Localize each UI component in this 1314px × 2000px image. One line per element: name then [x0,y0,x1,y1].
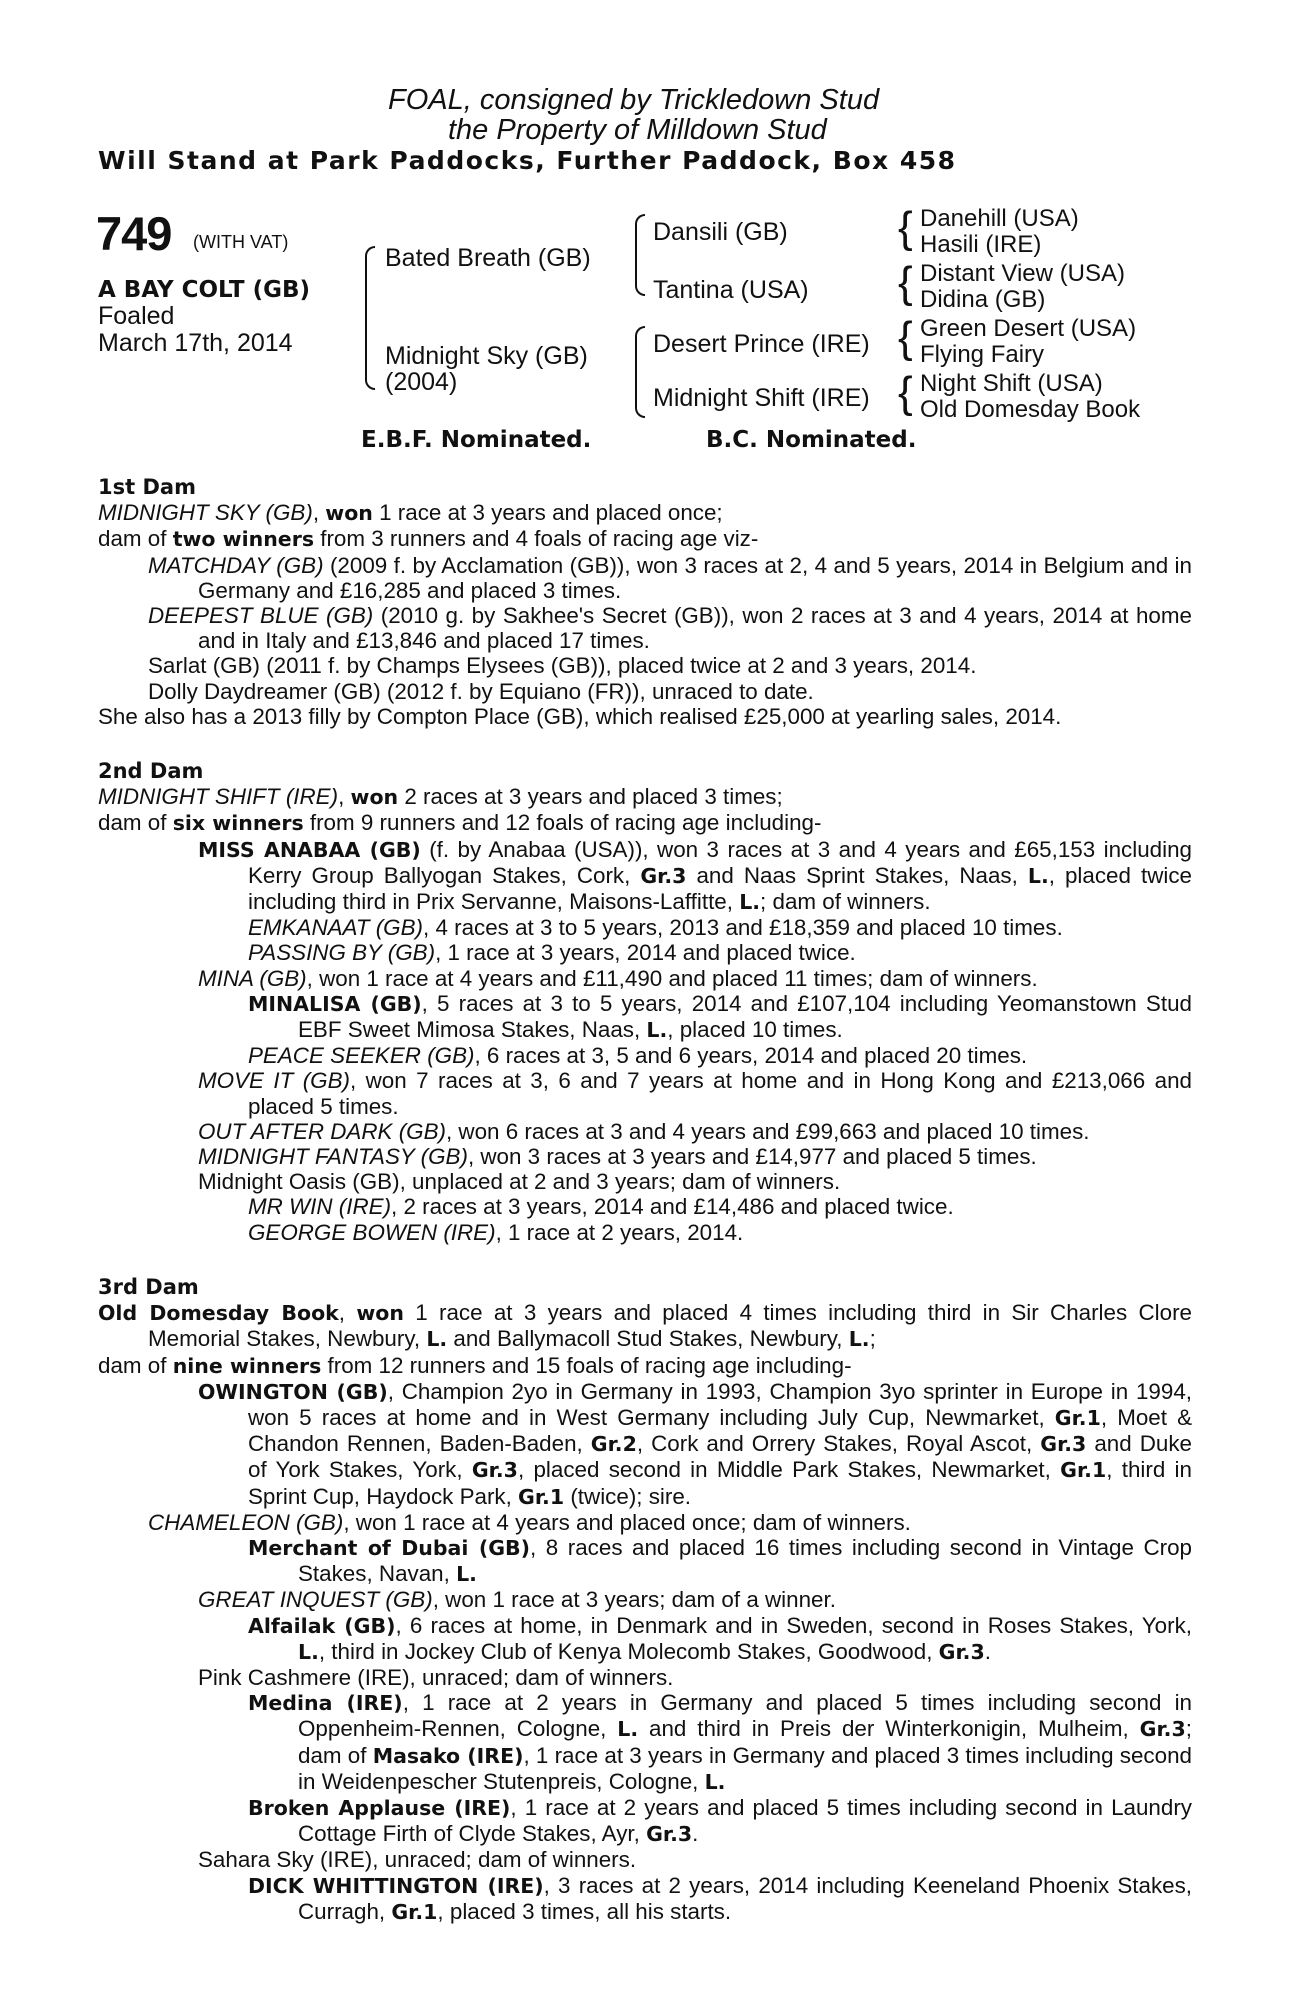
grade-label: Gr.1 [391,1899,438,1924]
property-line: the Property of Milldown Stud [448,114,827,146]
stand-location: Will Stand at Park Paddocks, Further Paddock, Box 458 [98,146,957,175]
listed-label: L. [646,1018,668,1043]
catalogue-body [98,475,1192,1925]
pedigree-g2: Hasili (IRE) [920,231,1042,258]
dam-line-brace [635,326,645,376]
text: , Cork and Orrery Stakes, Royal Ascot, [636,1431,1041,1457]
text: dam of [98,810,173,836]
produce-entry [98,1690,1192,1795]
second-dam-heading: 2nd Dam [98,759,204,784]
listed-label: L. [617,1717,639,1742]
pedigree-g4: Didina (GB) [920,286,1046,313]
produce-entry [98,1510,1192,1535]
lot-description: A BAY COLT (GB) [98,277,311,303]
horse-name: PEACE SEEKER (GB) [248,1043,475,1069]
horse-record: , won 3 races at 3 years and £14,977 and placed 5 times. [467,1144,1037,1170]
text: , 5 races at 3 to 5 years, 2014 and £107,104 including Yeomanstown Stud EBF Sweet Mimosa Stakes, Naas, [298,990,1192,1043]
text: from 12 runners and 15 foals of racing age including- [321,1352,852,1378]
produce-entry [98,1379,1192,1510]
listed-label: L. [1027,863,1049,888]
text: 1 race at 3 years and placed 4 times including third in Sir Charles Clore Memorial Stakes, Newbury, [148,1300,1192,1352]
pedigree-g6: Flying Fairy [920,341,1045,368]
listed-label: L. [704,1769,726,1794]
winners-count: six winners [172,811,304,836]
grade-label: Gr.2 [590,1432,637,1457]
pedigree-g1: Danehill (USA) [920,205,1079,232]
produce-entry [98,1119,1192,1144]
horse-name: Merchant of Dubai (GB) [248,1535,531,1560]
text: , 1 race at 2 years and placed 5 times including second in Laundry Cottage Firth of Clyde Stakes, Ayr, [298,1794,1192,1847]
text: , Champion 2yo in Germany in 1993, Champion 3yo sprinter in Europe in 1994, won 5 races at home and in West Germany including July Cup, Newmarket, [248,1378,1192,1430]
won-label: won [356,1301,404,1326]
pedigree-g7: Night Shift (USA) [920,370,1103,397]
text: , placed 3 times, all his starts. [437,1898,732,1924]
pedigree-sire-dam: Tantina (USA) [653,276,809,304]
grade-label: Gr.3 [938,1639,985,1664]
horse-record: , won 1 race at 4 years and placed once; dam of winners. [343,1509,911,1535]
pedigree-g5: Green Desert (USA) [920,315,1137,342]
produce-entry [98,1873,1192,1925]
produce-entry [98,991,1192,1043]
produce-entry [98,1535,1192,1587]
produce-entry: Midnight Oasis (GB), unplaced at 2 and 3 years; dam of winners. [198,1169,841,1195]
dam-record: 1 race at 3 years and placed once; [372,500,723,526]
horse-name: DICK WHITTINGTON (IRE) [248,1873,544,1898]
dam-record: 2 races at 3 years and placed 3 times; [398,784,783,810]
dam-line-brace-lower [635,374,645,418]
pedigree-sire: Bated Breath (GB) [385,244,591,272]
brace-g4: { [898,368,913,417]
lot-number: 749 [96,207,172,260]
text: and Naas Sprint Stakes, Naas, [686,862,1028,888]
horse-name: Alfailak (GB) [248,1613,396,1638]
produce-entry [98,553,1192,603]
consignor-line: FOAL, consigned by Trickledown Stud [388,84,880,116]
dam-name: MIDNIGHT SKY (GB) [98,500,313,526]
produce-entry: Sarlat (GB) (2011 f. by Champs Elysees (GB)), placed twice at 2 and 3 years, 2014. [148,653,977,679]
brace-g2: { [898,258,913,307]
third-dam-heading: 3rd Dam [98,1274,199,1299]
first-dam-heading: 1st Dam [98,475,196,499]
horse-record: , won 6 races at 3 and 4 years and £99,663 and placed 10 times. [445,1118,1090,1144]
horse-name: Masako (IRE) [372,1743,524,1768]
horse-record: , won 1 race at 4 years and £11,490 and placed 11 times; dam of winners. [306,965,1038,991]
text: dam of [98,1352,173,1378]
horse-name: OUT AFTER DARK (GB) [198,1118,446,1144]
produce-entry [98,1613,1192,1665]
horse-record: , 1 race at 3 years, 2014 and placed twice. [435,940,856,966]
text: , placed 10 times. [667,1017,843,1043]
brace-g3: { [898,313,913,362]
text: and Duke of York Stakes, York, [248,1431,1193,1483]
produce-note: She also has a 2013 filly by Compton Place (GB), which realised £25,000 at yearling sales, 2014. [98,703,1062,729]
first-dam-line: MIDNIGHT SKY (GB), won 1 race at 3 years and placed once; [98,500,723,526]
produce-entry [98,940,1192,965]
grade-label: Gr.3 [646,1822,693,1847]
text: and Ballymacoll Stud Stakes, Newbury, [447,1326,849,1352]
text: , placed twice including third in Prix Servanne, Maisons-Laffitte, [248,862,1192,915]
second-dam-produce-summary [98,810,1192,836]
foaled-date: March 17th, 2014 [98,329,293,357]
pedigree-sire-sire: Dansili (GB) [653,218,788,246]
horse-name: MR WIN (IRE) [248,1194,392,1220]
text: , 3 races at 2 years, 2014 including Keeneland Phoenix Stakes, Curragh, [298,1872,1193,1924]
horse-record: , won 7 races at 3, 6 and 7 years at home and in Hong Kong and £213,066 and placed 5 times. [248,1068,1192,1119]
text: . [984,1638,991,1664]
produce-entry: Pink Cashmere (IRE), unraced; dam of winners. [198,1664,674,1690]
horse-record: , 6 races at 3, 5 and 6 years, 2014 and placed 20 times. [474,1043,1028,1069]
won-label: won [350,785,399,810]
grade-label: Gr.3 [471,1458,518,1483]
produce-entry [98,1043,1192,1068]
text: ; [869,1326,876,1352]
produce-entry [98,837,1192,916]
dam-name: MIDNIGHT SHIFT (IRE) [98,784,339,810]
dam-name: Old Domesday Book [98,1301,339,1326]
horse-record: , 2 races at 3 years, 2014 and £14,486 and placed twice. [391,1194,954,1220]
grade-label: Gr.1 [1054,1405,1101,1430]
pedigree-dam-sire: Desert Prince (IRE) [653,330,870,358]
brace-g1: { [898,203,913,252]
text: , Moet & Chandon Rennen, Baden-Baden, [248,1404,1193,1457]
grade-label: Gr.3 [1040,1432,1087,1457]
text: (f. by Anabaa (USA)), won 3 races at 3 and 4 years and £65,153 including Kerry Group Ballyogan Stakes, Cork, [248,836,1193,888]
text: dam of [98,526,173,552]
text: , 1 race at 2 years in Germany and placed 5 times including second in Oppenheim-Rennen, Cologne, [298,1690,1193,1742]
produce-entry [98,1144,1192,1169]
winners-count: two winners [172,527,315,552]
text: , 6 races at home, in Denmark and in Sweden, second in Roses Stakes, York, [395,1612,1192,1638]
horse-name: GEORGE BOWEN (IRE) [248,1219,496,1245]
horse-record: (2010 g. by Sakhee's Secret (GB)), won 2 races at 3 and 4 years, 2014 at home and in Italy and £13,846 and placed 17 times. [198,603,1192,654]
horse-name: GREAT INQUEST (GB) [198,1587,433,1613]
pedigree-dam: Midnight Sky (GB) [385,342,588,370]
horse-name: MOVE IT (GB) [198,1068,350,1094]
pedigree-dam-dam: Midnight Shift (IRE) [653,384,870,412]
third-dam-produce-summary [98,1353,1192,1379]
produce-entry [98,966,1192,991]
ebf-nominated: E.B.F. Nominated. [361,427,592,453]
text: and third in Preis der Winterkonigin, Mulheim, [638,1716,1140,1742]
horse-name: CHAMELEON (GB) [148,1509,344,1535]
produce-entry [98,1795,1192,1847]
pedigree-g8: Old Domesday Book [920,396,1141,423]
listed-label: L. [426,1327,448,1352]
pedigree-dam-year: (2004) [385,368,458,396]
text: . [692,1821,699,1847]
foaled-label: Foaled [98,302,175,330]
winners-count: nine winners [172,1353,322,1378]
produce-entry [98,915,1192,940]
horse-name: OWINGTON (GB) [198,1379,388,1404]
listed-label: L. [298,1639,319,1664]
text: , placed second in Middle Park Stakes, Newmarket, [517,1457,1061,1483]
listed-label: L. [456,1562,477,1587]
horse-record: (2009 f. by Acclamation (GB)), won 3 races at 2, 4 and 5 years, 2014 in Belgium and in Germany and £16,285 and placed 3 times. [198,552,1192,603]
grade-label: Gr.1 [1060,1458,1107,1483]
listed-label: L. [848,1327,870,1352]
text: , third in Sprint Cup, Haydock Park, [248,1457,1192,1509]
text: , 1 race at 3 years in Germany and placed 3 times including second in Weidenpescher Stutenpreis, Cologne, [298,1742,1192,1794]
grade-label: Gr.3 [1139,1717,1186,1742]
horse-name: Medina (IRE) [248,1691,403,1716]
horse-name: MIDNIGHT FANTASY (GB) [198,1144,468,1170]
horse-record: , 4 races at 3 to 5 years, 2013 and £18,359 and placed 10 times. [423,915,1063,941]
produce-entry [98,603,1192,653]
text: (twice); sire. [564,1483,692,1509]
vat-label: (WITH VAT) [193,232,289,252]
horse-name: EMKANAAT (GB) [248,915,423,941]
grade-label: Gr.3 [640,863,687,888]
horse-name: MATCHDAY (GB) [148,552,324,578]
horse-name: DEEPEST BLUE (GB) [148,603,374,629]
horse-name: PASSING BY (GB) [248,940,436,966]
text: ; dam of [298,1716,1192,1768]
horse-name: MISS ANABAA (GB) [198,837,421,862]
text: , 8 races and placed 16 times including second in Vintage Crop Stakes, Navan, [298,1534,1193,1587]
horse-record: , won 1 race at 3 years; dam of a winner. [432,1587,836,1613]
sire-line-brace [635,214,645,258]
horse-name: MINALISA (GB) [248,991,422,1016]
produce-entry [98,1220,1192,1245]
sire-brace [365,246,375,338]
text: from 9 runners and 12 foals of racing age including- [303,810,822,836]
produce-entry: Dolly Daydreamer (GB) (2012 f. by Equiano (FR)), unraced to date. [148,678,814,704]
produce-entry [98,1068,1192,1118]
text: from 3 runners and 4 foals of racing age viz- [314,526,759,552]
horse-record: , 1 race at 2 years, 2014. [495,1219,744,1245]
dam-brace [365,336,375,390]
produce-entry [98,1587,1192,1612]
produce-entry [98,1194,1192,1219]
bc-nominated: B.C. Nominated. [706,427,917,453]
won-label: won [325,501,373,526]
grade-label: Gr.1 [518,1484,565,1509]
listed-label: L. [739,890,761,915]
text: , third in Jockey Club of Kenya Molecomb Stakes, Goodwood, [318,1638,939,1664]
horse-name: Broken Applause (IRE) [248,1795,511,1820]
first-dam-produce-summary [98,526,1192,552]
pedigree-g3: Distant View (USA) [920,260,1125,287]
produce-entry: Sahara Sky (IRE), unraced; dam of winners. [198,1847,637,1873]
text: ; dam of winners. [760,889,931,915]
third-dam-line: Old Domesday Book, won 1 race at 3 years and placed 4 times including third in Sir Charles Clore Memorial Stakes, Newbury, L. and Ballymacoll Stud Stakes, Newbury, L.; [98,1300,1192,1352]
sire-line-brace-lower [635,256,645,296]
horse-name: MINA (GB) [198,965,307,991]
second-dam-line: MIDNIGHT SHIFT (IRE), won 2 races at 3 years and placed 3 times; [98,784,783,810]
